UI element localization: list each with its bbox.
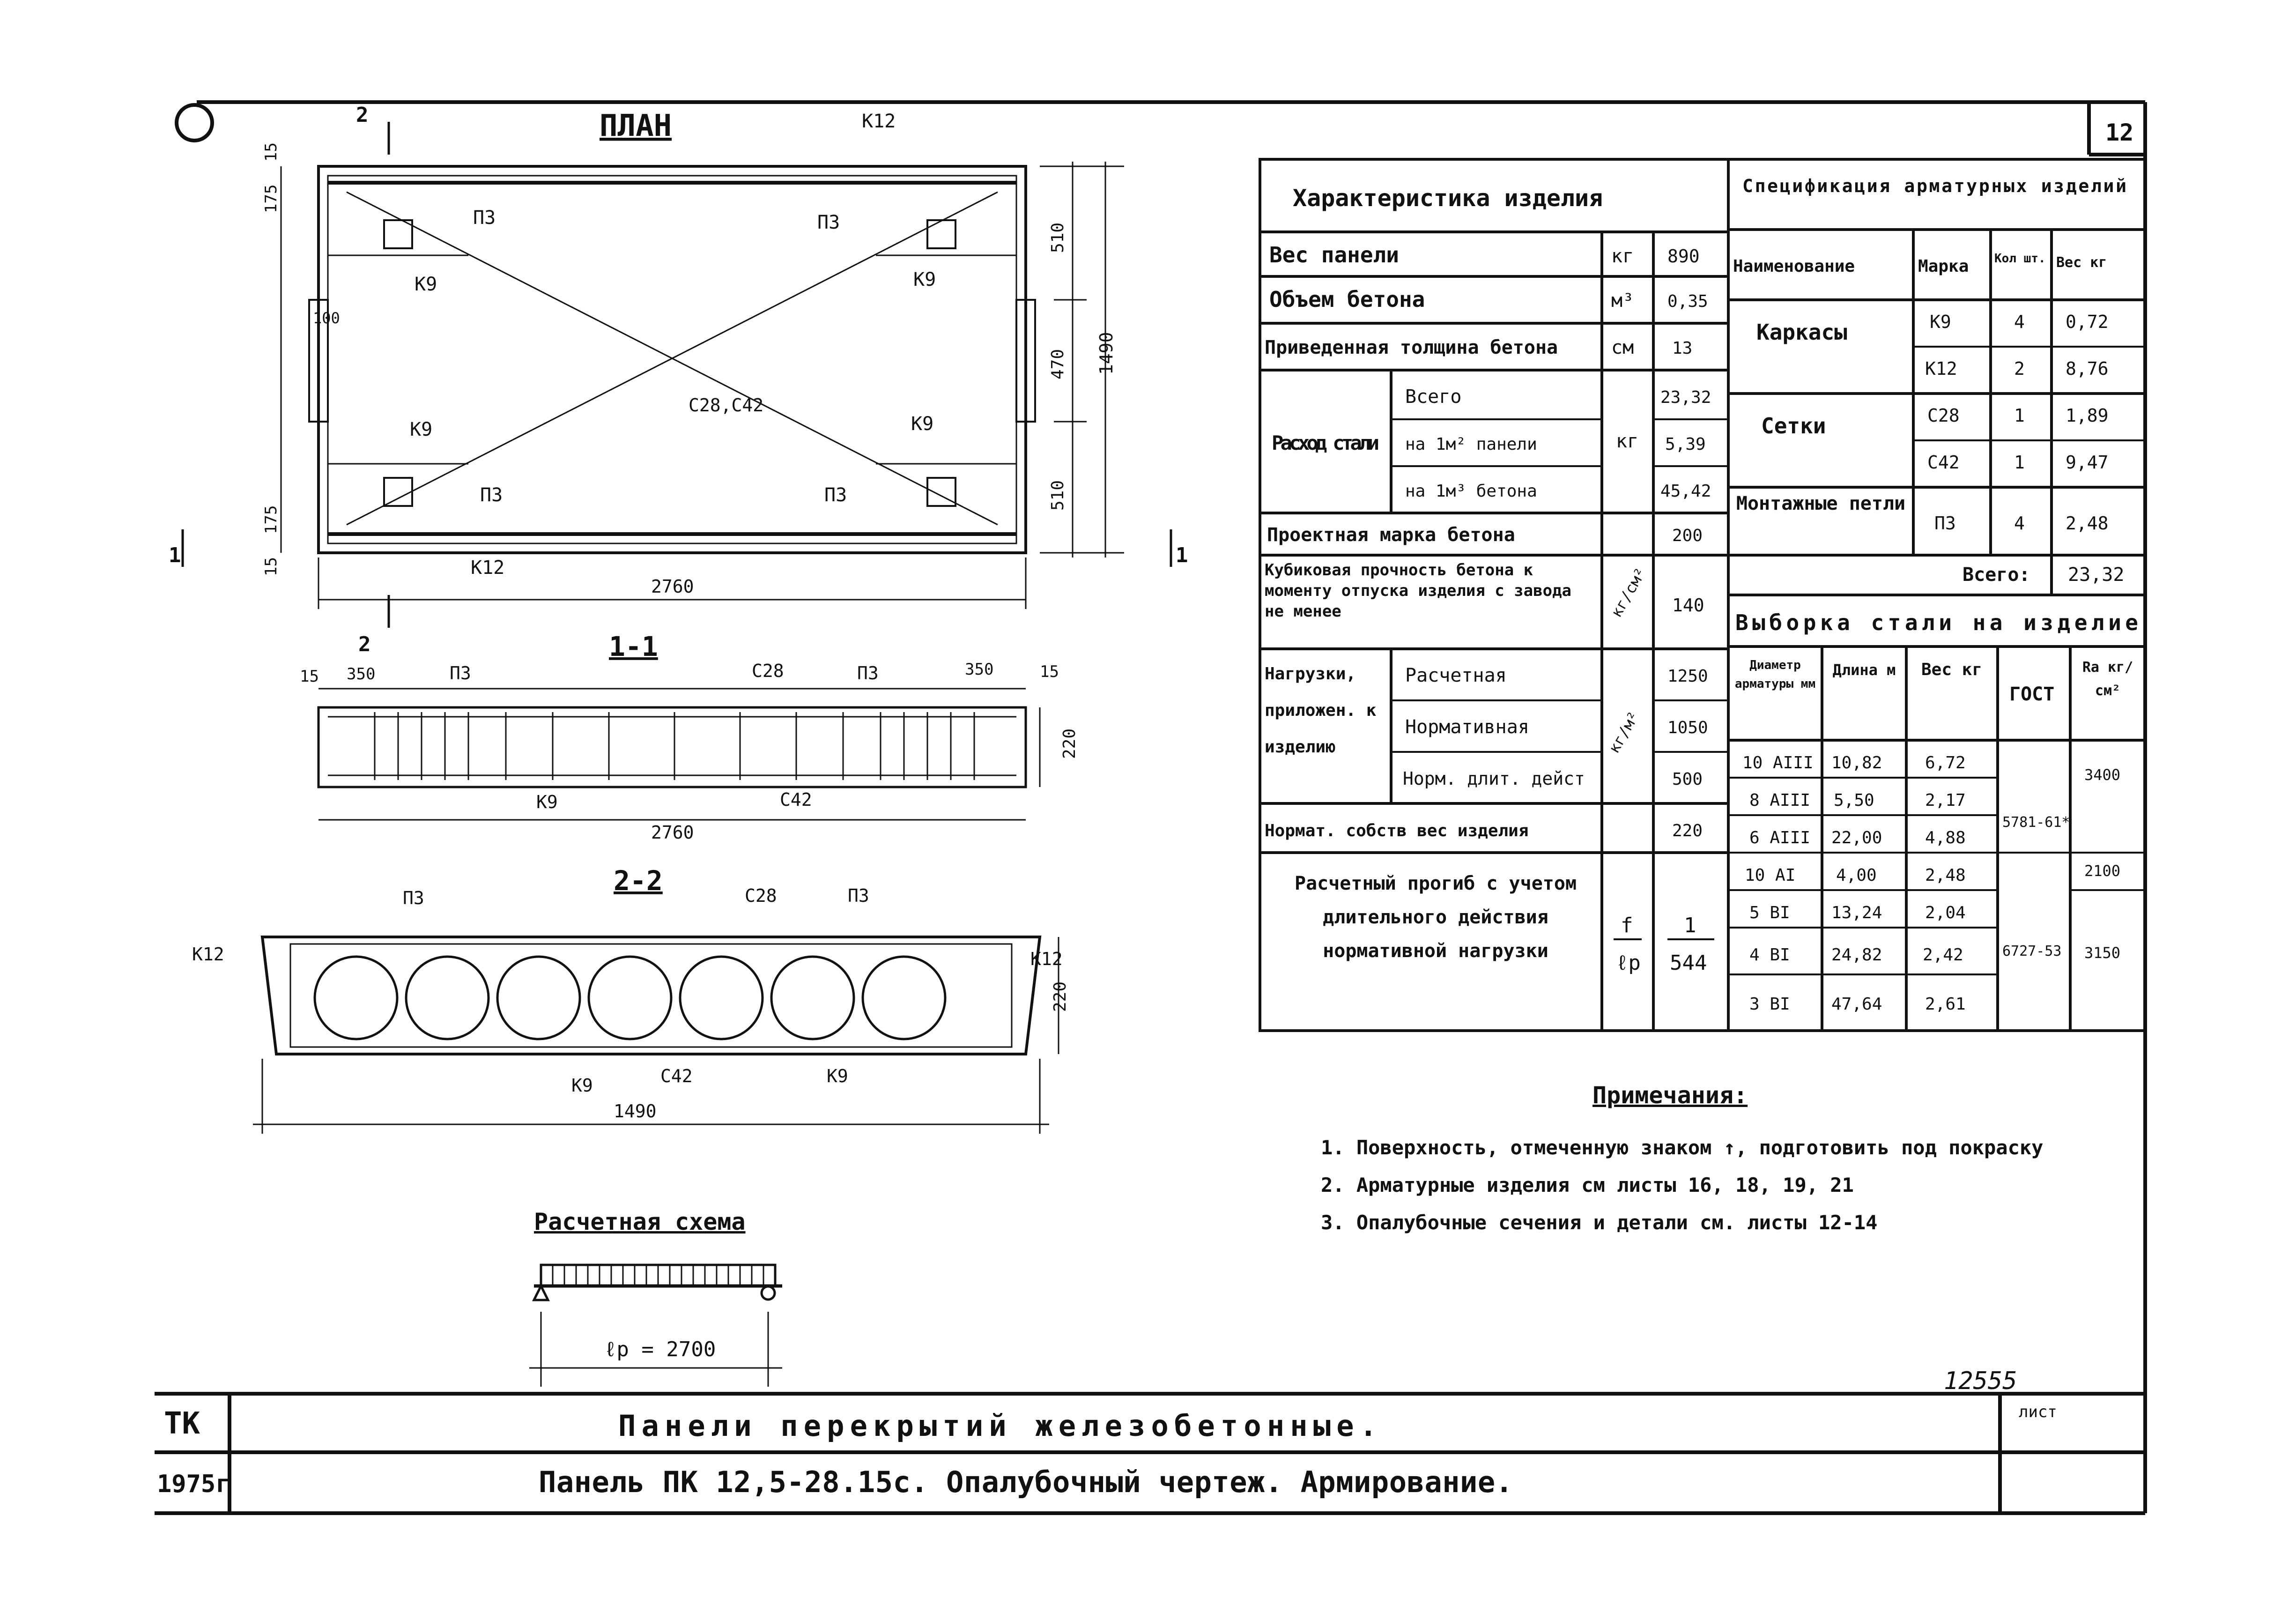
plan-section-2-bottom: 2 <box>358 632 371 656</box>
spec-c28-mark: С28 <box>1927 405 1960 426</box>
sel-col-ra: Rа кг/см² <box>2082 659 2133 699</box>
char-weight-unit: кг <box>1611 245 1634 267</box>
plan-k9-tr: К9 <box>913 269 936 290</box>
plan-p3-tl: П3 <box>473 207 496 229</box>
char-steel-m3-value: 45,42 <box>1660 482 1711 501</box>
char-thickness-name: Приведенная толщина бетона <box>1265 337 1558 358</box>
spec-c42-weight: 9,47 <box>2066 452 2109 473</box>
spec-c28-qty: 1 <box>2014 405 2025 426</box>
sel-ra-3: 3150 <box>2084 944 2121 962</box>
sel-row4-len: 4,00 <box>1836 866 1877 885</box>
spec-group-loops: Монтажные петли <box>1736 493 1906 514</box>
char-ownweight-value: 220 <box>1672 821 1703 840</box>
sel-row5-len: 13,24 <box>1831 903 1882 922</box>
title-main: Панели перекрытий железобетонные. <box>618 1409 1377 1443</box>
sel-row3-wt: 4,88 <box>1925 828 1966 847</box>
char-strength-box <box>1265 560 1597 649</box>
s11-dim-height: 220 <box>1060 728 1079 759</box>
scheme-load-ticks <box>553 1265 763 1286</box>
spec-k12-weight: 8,76 <box>2066 358 2109 379</box>
char-volume-unit: м³ <box>1611 290 1634 312</box>
plan-dim-top: 510 <box>1048 222 1067 253</box>
sel-row2-dia: 8 АIII <box>1749 791 1811 810</box>
char-deflection-value-bottom: 544 <box>1670 951 1707 975</box>
plan-title: ПЛАН <box>600 109 672 143</box>
sel-row2-wt: 2,17 <box>1925 791 1966 810</box>
s11-dim-350-right: 350 <box>965 660 994 679</box>
plan-view <box>169 103 1188 656</box>
char-deflection-value-top: 1 <box>1684 914 1696 937</box>
sel-col-dia: Диаметр арматуры мм <box>1734 658 1816 691</box>
plan-k12-top: К12 <box>862 111 896 132</box>
char-volume-name: Объем бетона <box>1269 287 1425 312</box>
sel-row6-dia: 4 ВI <box>1749 945 1790 965</box>
sel-row6-wt: 2,42 <box>1923 945 1963 965</box>
s11-dim-350-left: 350 <box>347 665 376 684</box>
char-steel-m3-name: на 1м³ бетона <box>1405 482 1537 501</box>
char-loads-name: Нагрузки, приложен. к изделию <box>1265 664 1377 757</box>
char-strength-value: 140 <box>1672 595 1704 616</box>
spec-k9-weight: 0,72 <box>2066 312 2109 332</box>
sel-gost-2: 6727-53 <box>2002 943 2062 959</box>
sel-ra-2: 2100 <box>2084 862 2121 880</box>
s22-k12-left: К12 <box>192 944 224 965</box>
note-2: 2. Арматурные изделия см листы 16, 18, 19, 21 <box>1321 1174 1854 1196</box>
s11-dim-15-right: 15 <box>1040 662 1059 681</box>
s11-dim-length: 2760 <box>651 822 694 843</box>
sel-col-ra-box <box>2071 656 2144 736</box>
char-steel-unit: кг <box>1616 431 1639 452</box>
spec-c42-qty: 1 <box>2014 452 2025 473</box>
spec-total-value: 23,32 <box>2068 564 2125 586</box>
plan-dim-15a: 15 <box>262 142 281 162</box>
spec-c28-weight: 1,89 <box>2066 405 2109 426</box>
notes-title: Примечания: <box>1592 1082 1748 1109</box>
section-2-2 <box>192 865 1070 1134</box>
spec-total-label: Всего: <box>1963 564 2030 586</box>
spec-group-meshes: Сетки <box>1761 413 1826 438</box>
plan-p3-bl: П3 <box>480 484 503 506</box>
scheme-span: ℓр = 2700 <box>604 1338 716 1361</box>
char-volume-value: 0,35 <box>1667 292 1708 311</box>
spec-col-qty: Кол шт. <box>1994 252 2046 266</box>
char-load-norm-value: 1050 <box>1667 718 1708 737</box>
sel-row4-dia: 10 АI <box>1745 866 1796 885</box>
spec-k12-qty: 2 <box>2014 358 2025 379</box>
char-loads-unit: кг/м² <box>1605 708 1643 757</box>
notes <box>1321 1082 2108 1284</box>
s11-dim-15-left: 15 <box>300 667 319 686</box>
s22-dim-height: 220 <box>1051 981 1070 1012</box>
sel-col-wt: Вес кг <box>1921 660 1983 679</box>
spec-header: Спецификация арматурных изделий <box>1742 176 2126 196</box>
sel-ra-1: 3400 <box>2084 766 2121 784</box>
sel-row1-wt: 6,72 <box>1925 753 1966 773</box>
char-load-norm-name: Нормативная <box>1405 716 1529 738</box>
char-steel-m2-value: 5,39 <box>1665 435 1706 454</box>
notes-list <box>1321 1129 2108 1241</box>
notes-box <box>1321 1129 2108 1284</box>
sel-row3-len: 22,00 <box>1831 828 1882 847</box>
plan-dim-width: 1490 <box>1096 332 1117 375</box>
note-3: 3. Опалубочные сечения и детали см. листы 12-14 <box>1321 1211 1878 1234</box>
char-thickness-value: 13 <box>1672 339 1693 358</box>
selection-header: Выборка стали на изделие <box>1735 610 2138 635</box>
char-load-calc-name: Расчетная <box>1405 665 1507 686</box>
sel-row1-dia: 10 АIII <box>1742 753 1814 773</box>
sel-col-wt-box <box>1907 656 1996 736</box>
sel-row6-len: 24,82 <box>1831 945 1882 965</box>
spec-table <box>1728 159 2145 595</box>
title-block <box>157 1367 2057 1499</box>
sel-row7-len: 47,64 <box>1831 995 1882 1014</box>
sel-row5-dia: 5 ВI <box>1749 903 1790 922</box>
s22-p3-right: П3 <box>848 885 869 906</box>
plan-mesh-label: С28,С42 <box>689 395 764 416</box>
plan-dim-bottom: 510 <box>1048 480 1067 511</box>
title-year: 1975г <box>157 1470 230 1498</box>
char-grade-value: 200 <box>1672 526 1703 545</box>
plan-section-1-left: 1 <box>169 543 181 567</box>
sel-row1-len: 10,82 <box>1831 753 1882 773</box>
s22-k9-right: К9 <box>827 1066 848 1086</box>
s22-dim-width: 1490 <box>614 1101 657 1122</box>
spec-k12-mark: К12 <box>1925 358 1957 379</box>
s22-k9-left: К9 <box>571 1075 593 1096</box>
char-weight-name: Вес панели <box>1269 242 1399 268</box>
plan-k12-bottom: К12 <box>471 557 505 579</box>
selection-table <box>1728 595 2145 1031</box>
sel-col-gost: ГОСТ <box>2009 684 2055 705</box>
section-1-1-title: 1-1 <box>609 631 658 662</box>
s11-c42: С42 <box>780 789 812 810</box>
spec-p3-weight: 2,48 <box>2066 513 2109 534</box>
plan-p3-br: П3 <box>824 484 847 506</box>
plan-section-2-top: 2 <box>356 103 369 127</box>
note-1: 1. Поверхность, отмеченную знаком ↑, подготовить под покраску <box>1321 1136 2044 1159</box>
spec-group-frames: Каркасы <box>1756 320 1847 345</box>
char-steel-name: Расход стали <box>1272 431 1379 454</box>
sel-col-len: Длина м <box>1832 661 1896 679</box>
s22-c42: С42 <box>660 1066 693 1086</box>
sel-row5-wt: 2,04 <box>1925 903 1966 922</box>
char-steel-m2-name: на 1м² панели <box>1405 435 1537 454</box>
char-deflection-box <box>1274 867 1597 1026</box>
spec-p3-mark: П3 <box>1934 513 1956 534</box>
s11-c28: С28 <box>752 661 784 681</box>
char-load-calc-value: 1250 <box>1667 667 1708 686</box>
s22-k12-right: К12 <box>1030 949 1063 969</box>
char-steel-total-name: Всего <box>1405 386 1462 408</box>
section-1-1 <box>300 631 1079 843</box>
char-deflection-unit-top: f <box>1621 914 1633 937</box>
sel-gost-1: 5781-61* <box>2002 814 2070 831</box>
plan-k9-bl: К9 <box>410 419 433 440</box>
char-strength-unit: кг/см² <box>1607 565 1650 621</box>
plan-section-1-right: 1 <box>1176 543 1188 567</box>
plan-dim-175b: 175 <box>262 505 281 534</box>
title-sub: Панель ПК 12,5-28.15с. Опалубочный чертеж. Армирование. <box>539 1465 1513 1499</box>
char-strength-name: Кубиковая прочность бетона к моменту отпуска изделия с завода не менее <box>1265 561 1572 621</box>
char-load-long-value: 500 <box>1672 770 1703 789</box>
sel-col-len-box <box>1823 656 1905 736</box>
char-steel-total-value: 23,32 <box>1660 388 1711 407</box>
sel-row4-wt: 2,48 <box>1925 866 1966 885</box>
char-deflection-unit-bottom: ℓр <box>1616 951 1641 975</box>
char-thickness-unit: см <box>1611 337 1634 358</box>
characteristics-table <box>1260 159 1728 1031</box>
s22-p3-left: П3 <box>403 888 424 908</box>
spec-col-weight: Вес кг <box>2056 254 2107 271</box>
sel-col-dia-box <box>1729 656 1821 736</box>
sel-row3-dia: 6 АIII <box>1749 828 1811 847</box>
plan-dim-175a: 175 <box>262 184 281 213</box>
char-ownweight-name: Нормат. собств вес изделия <box>1265 821 1529 840</box>
s11-p3-left: П3 <box>450 663 471 684</box>
sel-row7-wt: 2,61 <box>1925 995 1966 1014</box>
plan-k9-br: К9 <box>911 413 934 435</box>
spec-p3-qty: 4 <box>2014 513 2025 534</box>
section-2-2-title: 2-2 <box>614 865 663 897</box>
spec-k9-qty: 4 <box>2014 312 2025 332</box>
char-header: Характеристика изделия <box>1293 185 1603 212</box>
calc-scheme <box>529 1208 782 1387</box>
spec-loops-box <box>1731 492 1911 553</box>
s22-c28: С28 <box>745 885 777 906</box>
plan-dim-length: 2760 <box>651 576 694 597</box>
char-grade-name: Проектная марка бетона <box>1267 524 1515 546</box>
plan-p3-tr: П3 <box>817 212 840 233</box>
char-weight-value: 890 <box>1667 246 1700 267</box>
char-loads-box <box>1265 656 1389 801</box>
sel-row7-dia: 3 ВI <box>1749 995 1790 1014</box>
s11-k9: К9 <box>536 792 558 812</box>
scheme-title: Расчетная схема <box>534 1208 746 1235</box>
char-deflection-name: Расчетный прогиб с учетом длительного действия нормативной нагрузки <box>1294 873 1577 962</box>
char-load-long-name: Норм. длит. дейст <box>1403 768 1585 789</box>
plan-dim-100: 100 <box>313 309 340 327</box>
spec-k9-mark: К9 <box>1930 312 1951 332</box>
s11-p3-right: П3 <box>857 663 879 684</box>
spec-col-name: Наименование <box>1733 257 1855 276</box>
sel-row2-len: 5,50 <box>1834 791 1874 810</box>
title-sheet-label: лист <box>2019 1403 2057 1421</box>
spec-c42-mark: С42 <box>1927 452 1960 473</box>
title-tk: ТК <box>164 1406 200 1441</box>
plan-k9-tl: К9 <box>415 274 437 295</box>
doc-number: 12555 <box>1944 1367 2017 1395</box>
plan-dim-15b: 15 <box>262 557 281 576</box>
spec-col-mark: Марка <box>1918 257 1969 276</box>
plan-dim-mid: 470 <box>1048 349 1067 379</box>
sheet-number: 12 <box>2105 119 2134 146</box>
